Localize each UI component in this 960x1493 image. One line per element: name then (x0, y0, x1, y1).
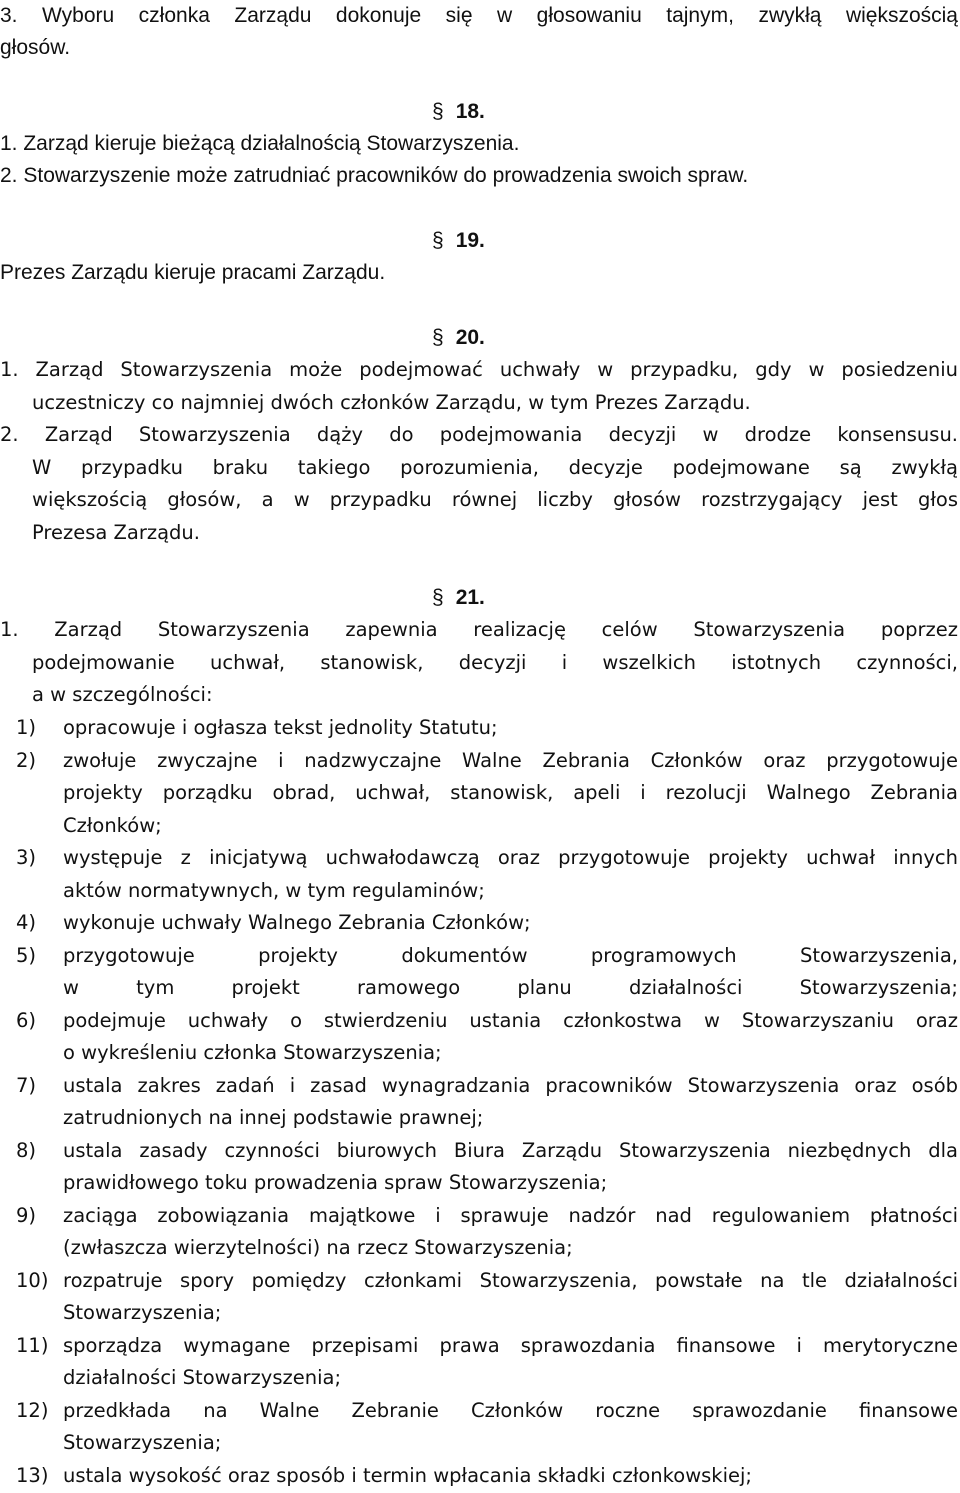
section-number: 20. (455, 326, 485, 349)
list-item-text: o wykreśleniu członka Stowarzyszenia; (63, 1041, 442, 1064)
list-item-number: 4) (16, 911, 37, 934)
list-item-number: 1) (16, 716, 37, 739)
paragraph-line: 3. Wyboru członka Zarządu dokonuje się w głosowaniu tajnym, zwykłą większością (0, 4, 958, 27)
list-item-text: ustala wysokość oraz sposób i termin wpłacania składki członkowskiej; (63, 1464, 752, 1487)
list-item-text: przedkłada na Walne Zebranie Członków roczne sprawozdanie finansowe (63, 1399, 958, 1422)
list-item-text: występuje z inicjatywą uchwałodawczą oraz przygotowuje projekty uchwał innych (63, 846, 958, 869)
list-item-number: 9) (16, 1204, 37, 1227)
list-item-text: projekty porządku obrad, uchwał, stanowisk, apeli i rezolucji Walnego Zebrania (63, 781, 958, 804)
paragraph-line: a w szczególności: (32, 683, 213, 706)
list-item-text: rozpatruje spory pomiędzy członkami Stowarzyszenia, powstałe na tle działalności (63, 1269, 958, 1292)
list-item-text: ustala zakres zadań i zasad wynagradzania pracowników Stowarzyszenia oraz osób (63, 1074, 958, 1097)
paragraph-line: Prezes Zarządu kieruje pracami Zarządu. (0, 261, 386, 284)
list-item-text: Członków; (63, 814, 162, 837)
list-item-text: ustala zasady czynności biurowych Biura Zarządu Stowarzyszenia niezbędnych dla (63, 1139, 958, 1162)
list-item-text: opracowuje i ogłasza tekst jednolity Statutu; (63, 716, 498, 739)
list-item-number: 10) (16, 1269, 49, 1292)
section-number: 18. (455, 100, 485, 123)
section-mark: § (432, 229, 444, 252)
paragraph-line: W przypadku braku takiego porozumienia, decyzje podejmowane są zwykłą (32, 456, 958, 479)
list-item-number: 13) (16, 1464, 49, 1487)
paragraph-line: 1. Zarząd kieruje bieżącą działalnością Stowarzyszenia. (0, 132, 520, 155)
paragraph-line: głosów. (0, 36, 71, 59)
list-item-number: 5) (16, 944, 37, 967)
list-item-text: prawidłowego toku prowadzenia spraw Stowarzyszenia; (63, 1171, 608, 1194)
paragraph-line: 1. Zarząd Stowarzyszenia zapewnia realizację celów Stowarzyszenia poprzez (0, 618, 958, 641)
list-item-text: w tym projekt ramowego planu działalności Stowarzyszenia; (63, 976, 958, 999)
list-item-number: 6) (16, 1009, 37, 1032)
list-item-text: zatrudnionych na innej podstawie prawnej; (63, 1106, 484, 1129)
list-item-text: (zwłaszcza wierzytelności) na rzecz Stowarzyszenia; (63, 1236, 573, 1259)
section-heading (432, 582, 485, 614)
paragraph-line: Prezesa Zarządu. (32, 521, 200, 544)
list-item-number: 2) (16, 749, 37, 772)
list-item-number: 12) (16, 1399, 49, 1422)
list-item-number: 8) (16, 1139, 37, 1162)
paragraph-line: większością głosów, a w przypadku równej liczby głosów rozstrzygający jest głos (32, 488, 958, 511)
section-number: 21. (455, 586, 485, 609)
section-heading (432, 322, 485, 354)
list-item-text: przygotowuje projekty dokumentów programowych Stowarzyszenia, (63, 944, 958, 967)
section-mark: § (432, 326, 444, 349)
section-heading (432, 96, 485, 128)
paragraph-line: podejmowanie uchwał, stanowisk, decyzji i wszelkich istotnych czynności, (32, 651, 958, 674)
list-item-number: 11) (16, 1334, 49, 1357)
list-item-text: Stowarzyszenia; (63, 1301, 222, 1324)
section-mark: § (432, 586, 444, 609)
list-item-text: działalności Stowarzyszenia; (63, 1366, 342, 1389)
list-item-text: podejmuje uchwały o stwierdzeniu ustania członkostwa w Stowarzyszaniu oraz (63, 1009, 958, 1032)
paragraph-line: 2. Zarząd Stowarzyszenia dąży do podejmowania decyzji w drodze konsensusu. (0, 423, 958, 446)
list-item-text: zaciąga zobowiązania majątkowe i sprawuje nadzór nad regulowaniem płatności (63, 1204, 958, 1227)
section-number: 19. (455, 229, 485, 252)
list-item-text: Stowarzyszenia; (63, 1431, 222, 1454)
section-heading (432, 225, 485, 257)
list-item-text: wykonuje uchwały Walnego Zebrania Członków; (63, 911, 531, 934)
section-mark: § (432, 100, 444, 123)
list-item-text: aktów normatywnych, w tym regulaminów; (63, 879, 485, 902)
list-item-text: sporządza wymagane przepisami prawa sprawozdania finansowe i merytoryczne (63, 1334, 958, 1357)
paragraph-line: 2. Stowarzyszenie może zatrudniać pracowników do prowadzenia swoich spraw. (0, 164, 749, 187)
list-item-text: zwołuje zwyczajne i nadzwyczajne Walne Zebrania Członków oraz przygotowuje (63, 749, 958, 772)
paragraph-line: uczestniczy co najmniej dwóch członków Zarządu, w tym Prezes Zarządu. (32, 391, 751, 414)
list-item-number: 7) (16, 1074, 37, 1097)
paragraph-line: 1. Zarząd Stowarzyszenia może podejmować uchwały w przypadku, gdy w posiedzeniu (0, 358, 958, 381)
list-item-number: 3) (16, 846, 37, 869)
